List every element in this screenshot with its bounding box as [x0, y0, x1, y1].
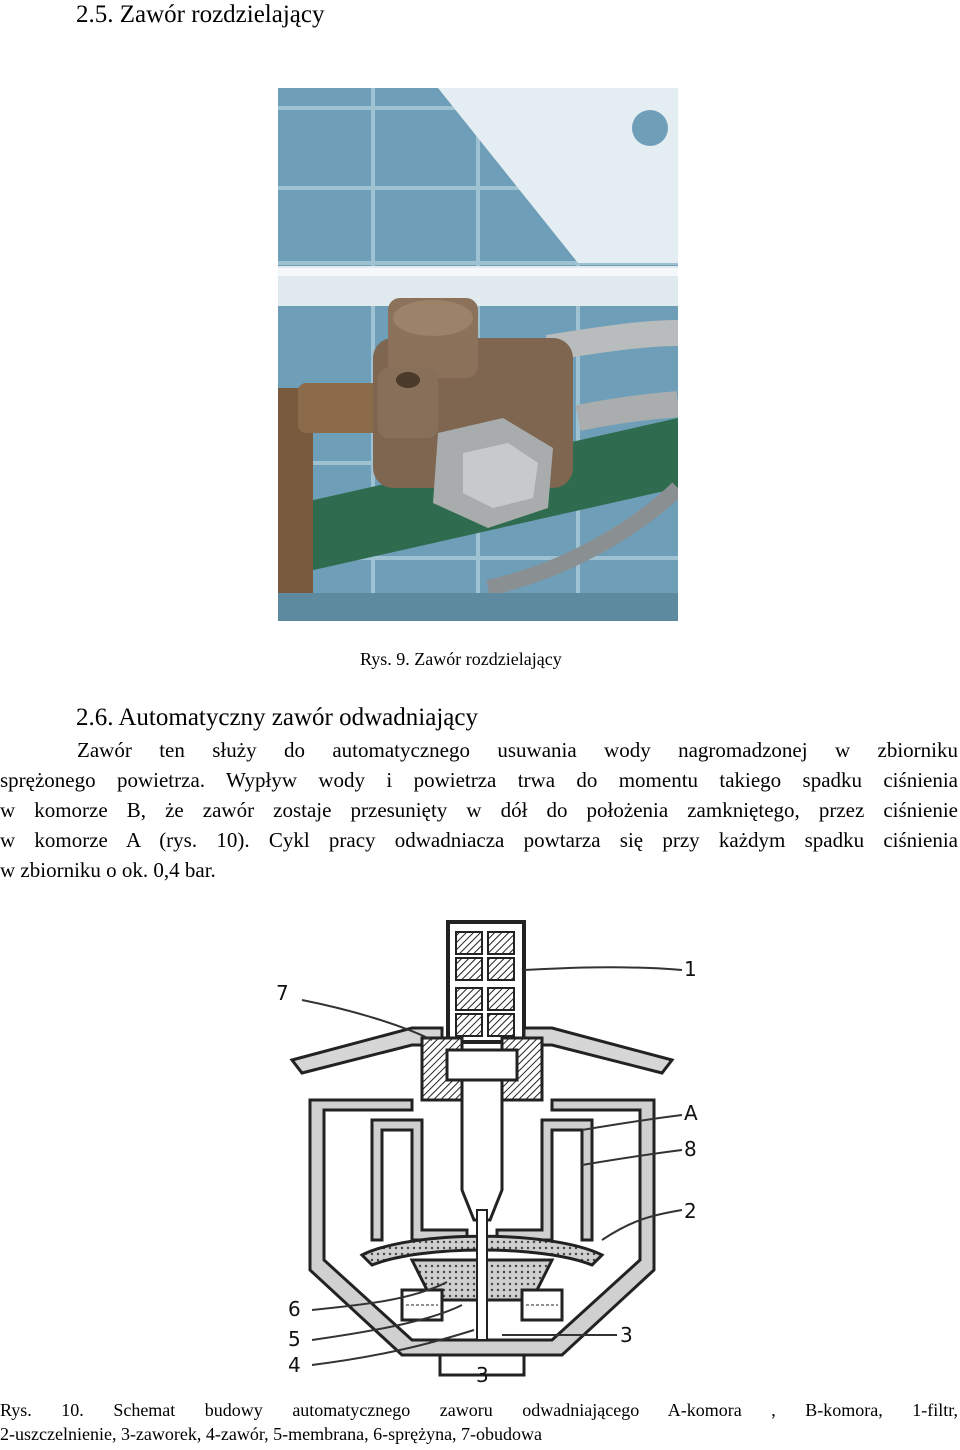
paragraph-line: w zbiorniku o ok. 0,4 bar.: [0, 858, 216, 882]
diagram-label-4: 4: [288, 1353, 301, 1377]
section-heading-2-5: 2.5. Zawór rozdzielający: [76, 1, 325, 28]
figure-10-caption: [0, 1398, 958, 1446]
drain-valve-schematic: [262, 910, 702, 1390]
diagram-label-b: 8: [684, 1137, 697, 1161]
diagram-label-6: 6: [288, 1297, 301, 1321]
diagram-label-7: 7: [276, 981, 289, 1005]
diagram-label-3-right: 3: [620, 1323, 633, 1347]
diagram-label-3-bottom: 3: [476, 1363, 489, 1387]
paragraph-line: sprężonego powietrza. Wypływ wody i powietrza trwa do momentu takiego spadku ciśnienia: [0, 768, 958, 792]
figure-9-caption: Rys. 9. Zawór rozdzielający: [360, 649, 562, 669]
diagram-label-1: 1: [684, 957, 697, 981]
diagram-label-5: 5: [288, 1327, 301, 1351]
section-heading-2-6: 2.6. Automatyczny zawór odwadniający: [76, 704, 478, 731]
drain-valve-diagram: [262, 910, 702, 1390]
valve-photo-illustration: [278, 88, 678, 621]
diagram-label-2: 2: [684, 1199, 697, 1223]
caption-line: Rys. 10. Schemat budowy automatycznego zaworu odwadniającego A-komora , B-komora, 1-filtr,: [0, 1400, 958, 1420]
diagram-label-a: A: [684, 1101, 698, 1125]
paragraph-line: Zawór ten służy do automatycznego usuwania wody nagromadzonej w zbiorniku: [77, 738, 958, 762]
paragraph-line: w komorze A (rys. 10). Cykl pracy odwadniacza powtarza się przy każdym spadku ciśnienia: [0, 828, 958, 852]
caption-line: 2-uszczelnienie, 3-zaworek, 4-zawór, 5-membrana, 6-sprężyna, 7-obudowa: [0, 1424, 543, 1444]
paragraph-line: w komorze B, że zawór zostaje przesunięty w dół do położenia zamkniętego, przez ciśnienie: [0, 798, 958, 822]
valve-photo: [278, 88, 678, 621]
section-2-6-paragraph: [0, 735, 958, 885]
